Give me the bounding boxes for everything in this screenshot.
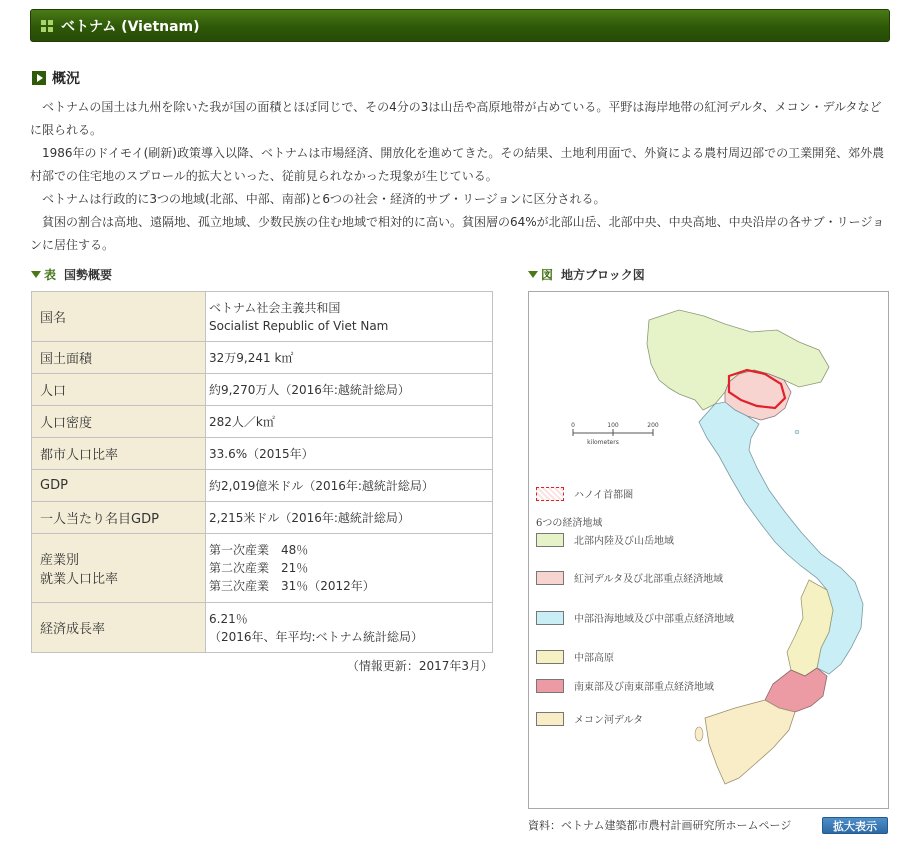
overview-paragraph: ベトナムの国土は九州を除いた我が国の面積とほぼ同じで、その4分の3は山岳や高原地帯が占めている。平野は海岸地帯の紅河デルタ、メコン・デルタなどに限られる。 xyxy=(30,100,882,137)
legend-swatch xyxy=(536,533,564,547)
table-tag: 表 xyxy=(44,268,57,282)
map-island xyxy=(695,727,703,741)
legend-swatch xyxy=(536,679,564,693)
legend-label: 南東部及び南東部重点経済地域 xyxy=(574,682,714,693)
scale-tick: 0 xyxy=(571,422,575,429)
legend-item xyxy=(536,678,714,693)
legend-regions-title: 6つの経済地域 xyxy=(536,518,603,529)
row-value: 32万9,241 k㎡ xyxy=(206,342,493,374)
overview-paragraph: 1986年のドイモイ(刷新)政策導入以降、ベトナムは市場経済、開放化を進めてきた。その結果、土地利用面で、外資による農村周辺部での工業開発、郊外農村部での住宅地のスプロール的拡大といった、従前見られなかった現象が生じている。 xyxy=(30,146,885,183)
map-region-mekong-delta xyxy=(705,700,795,784)
row-key: GDP xyxy=(32,470,206,502)
legend-swatch xyxy=(536,487,564,501)
row-value: 2,215米ドル（2016年:越統計総局） xyxy=(206,502,493,534)
row-value: 6.21％ （2016年、年平均:ベトナム統計総局） xyxy=(206,603,493,653)
scale-tick: 100 xyxy=(607,422,619,429)
legend-swatch xyxy=(536,650,564,664)
map-island xyxy=(795,430,799,434)
table-row xyxy=(32,292,493,342)
play-icon xyxy=(32,71,46,85)
table-row xyxy=(32,438,493,470)
grid-icon xyxy=(41,20,53,32)
table-row xyxy=(32,374,493,406)
legend-label: 紅河デルタ及び北部重点経済地域 xyxy=(574,574,724,585)
overview-heading xyxy=(32,68,80,88)
legend-item xyxy=(536,532,674,547)
row-key: 都市人口比率 xyxy=(32,438,206,470)
zoom-button[interactable]: 拡大表示 xyxy=(822,817,888,834)
table-row xyxy=(32,406,493,438)
scale-unit: kilometers xyxy=(587,439,619,446)
table-row xyxy=(32,534,493,603)
page-title: ベトナム (Vietnam) xyxy=(61,18,200,35)
table-row xyxy=(32,470,493,502)
row-key: 国土面積 xyxy=(32,342,206,374)
overview-title: 概況 xyxy=(52,71,80,87)
legend-label: メコン河デルタ xyxy=(574,715,644,726)
row-key: 国名 xyxy=(32,292,206,342)
overview-paragraph: 貧困の割合は高地、遠隔地、孤立地域、少数民族の住む地域で相対的に高い。貧困層の64%が北部山岳、北部中央、中央高地、中央沿岸の各サブ・リージョンに居住する。 xyxy=(30,215,885,252)
title-bar xyxy=(30,9,890,42)
row-value: 33.6%（2015年） xyxy=(206,438,493,470)
legend-label: 中部高原 xyxy=(574,653,614,664)
row-value: ベトナム社会主義共和国 Socialist Republic of Viet Nam xyxy=(206,292,493,342)
legend-label: 北部内陸及び山岳地域 xyxy=(574,536,674,547)
triangle-down-icon xyxy=(528,271,538,278)
scale-bar xyxy=(571,422,659,446)
table-title: 国勢概要 xyxy=(64,268,113,282)
legend-hanoi xyxy=(536,486,633,501)
table-row xyxy=(32,603,493,653)
row-value: 第一次産業 48％ 第二次産業 21％ 第三次産業 31％（2012年） xyxy=(206,534,493,603)
row-value: 282人／k㎡ xyxy=(206,406,493,438)
scale-tick: 200 xyxy=(647,422,659,429)
legend-item xyxy=(536,610,734,625)
map-tag: 図 xyxy=(541,268,554,282)
overview-text xyxy=(30,96,892,257)
legend-item xyxy=(536,649,614,664)
legend-swatch xyxy=(536,611,564,625)
source-note: 資料：ベトナム建築都市農村計画研究所ホームページ xyxy=(528,819,792,832)
map-region-central-coast xyxy=(699,402,863,674)
update-note: （情報更新：2017年3月） xyxy=(346,659,493,673)
row-key: 一人当たり名目GDP xyxy=(32,502,206,534)
legend-label: ハノイ首都圏 xyxy=(574,490,634,501)
vietnam-map xyxy=(529,292,888,808)
region-map xyxy=(528,291,889,809)
map-title: 地方ブロック図 xyxy=(561,268,645,282)
legend-item xyxy=(536,570,723,585)
table-row xyxy=(32,342,493,374)
row-key: 経済成長率 xyxy=(32,603,206,653)
overview-paragraph: ベトナムは行政的に3つの地域(北部、中部、南部)と6つの社会・経済的サブ・リージョンに区分される。 xyxy=(42,192,606,206)
row-key: 産業別 就業人口比率 xyxy=(32,534,206,603)
row-value: 約9,270万人（2016年:越統計総局） xyxy=(206,374,493,406)
country-info-table xyxy=(31,291,493,653)
row-value: 約2,019億米ドル（2016年:越統計総局） xyxy=(206,470,493,502)
row-key: 人口 xyxy=(32,374,206,406)
table-row xyxy=(32,502,493,534)
legend-label: 中部沿海地域及び中部重点経済地域 xyxy=(574,614,734,625)
legend-swatch xyxy=(536,712,564,726)
legend-swatch xyxy=(536,571,564,585)
legend-item xyxy=(536,711,643,726)
triangle-down-icon xyxy=(31,271,41,278)
table-heading xyxy=(31,266,112,283)
map-heading xyxy=(528,266,645,283)
row-key: 人口密度 xyxy=(32,406,206,438)
